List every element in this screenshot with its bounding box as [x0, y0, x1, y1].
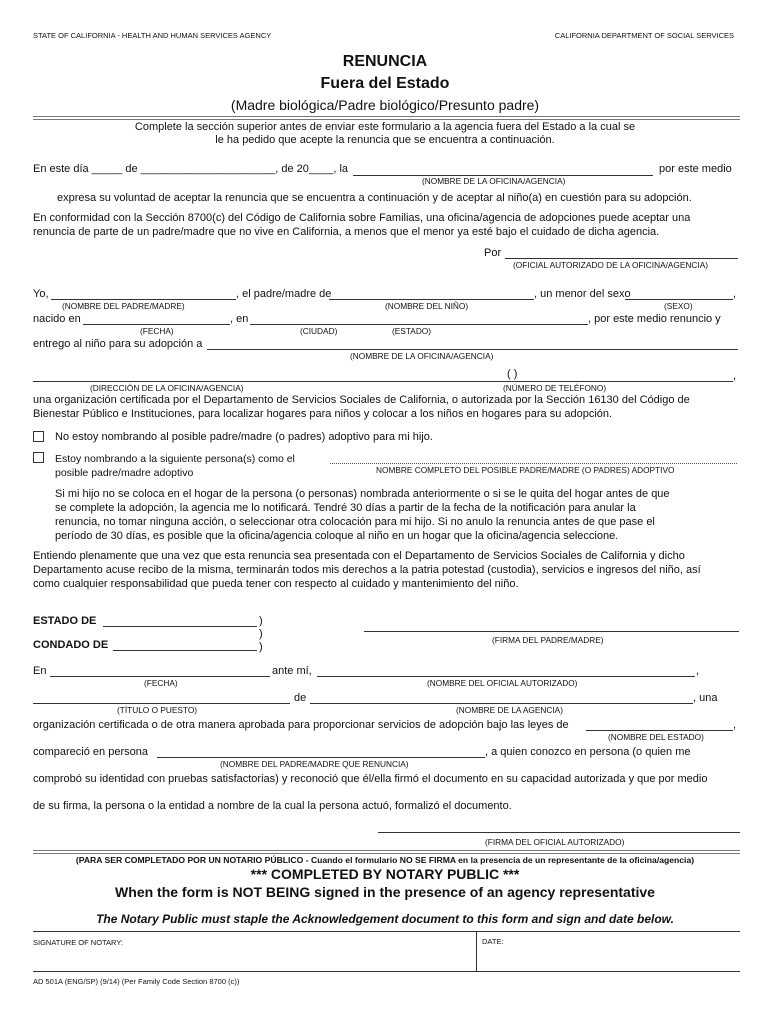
birth-date-caption: (FECHA) [140, 326, 174, 336]
officer-signature-caption: (FIRMA DEL OFICIAL AUTORIZADO) [485, 837, 625, 847]
prospective-parent-caption: NOMBRE COMPLETO DEL POSIBLE PADRE/MADRE (O PADRES) ADOPTIVO [376, 465, 675, 475]
officer-signature-field[interactable] [378, 832, 740, 833]
notary-signature-field[interactable] [33, 936, 473, 970]
comprobo-text: comprobó su identidad con pruebas satisfactorias) y reconoció que él/ella firmó el documento en su capacidad autorizada y que por medio [33, 773, 708, 785]
notary-instruction: (PARA SER COMPLETADO POR UN NOTARIO PÚBLICO - Cuando el formulario NO SE FIRMA en la presencia de un representante de la oficina/agencia) [75, 855, 695, 865]
notary-date-field[interactable] [480, 936, 738, 970]
understanding-line-1: Entiendo plenamente que una vez que esta renuncia sea presentada con el Departamento de Servicios Sociales de California y dicho [33, 550, 685, 562]
city-caption: (CIUDAD) [300, 326, 338, 336]
notice-line-2: se complete la adopción, la agencia me lo notificará. Tendré 30 días a partir de la fecha de la notificación para anular la [55, 502, 636, 514]
notary-divider [33, 850, 740, 854]
notice-line-4: período de 30 días, es posible que la oficina/agencia coloque al niño en un hogar que la oficina/agencia seleccione. [55, 530, 619, 542]
conozco-text: , a quien conozco en persona (o quien me [485, 746, 691, 758]
naming-adoptive-parent-checkbox[interactable] [33, 452, 44, 463]
title-position-field[interactable] [33, 703, 290, 704]
relinquishing-parent-caption: (NOMBRE DEL PADRE/MADRE QUE RENUNCIA) [220, 759, 409, 769]
bracket-1: ) [259, 615, 263, 627]
no-adoptive-parent-label: No estoy nombrando al posible padre/madre (o padres) adoptivo para mi hijo. [55, 431, 433, 443]
no-adoptive-parent-checkbox[interactable] [33, 431, 44, 442]
en-acknowledgment-label: En [33, 665, 47, 677]
agency-header-left: STATE OF CALIFORNIA - HEALTH AND HUMAN SERVICES AGENCY [33, 31, 272, 40]
notary-box-bottom [33, 971, 740, 972]
conformidad-line-1: En conformidad con la Sección 8700(c) del Código de California sobre Familias, una oficina/agencia de adopciones puede aceptar una [33, 212, 691, 224]
comma-1: , [733, 288, 737, 300]
renuncio-text: , por este medio renuncio y [588, 313, 721, 325]
notary-date-label: DATE: [482, 937, 504, 946]
not-in-presence-heading: When the form is NOT BEING signed in the presence of an agency representative [115, 884, 655, 900]
notary-box-divider [476, 931, 477, 971]
form-title: RENUNCIA [342, 53, 428, 70]
instructions-line-1: Complete la sección superior antes de enviar este formulario a la agencia fuera del Estado a la cual se [134, 121, 636, 133]
adoption-agency-caption: (NOMBRE DE LA OFICINA/AGENCIA) [350, 351, 494, 361]
state-field[interactable] [103, 626, 257, 627]
form-parenthetical: (Madre biológica/Padre biológico/Presunto padre) [230, 97, 540, 113]
child-name-field[interactable] [329, 299, 534, 300]
naming-adoptive-parent-label-1: Estoy nombrando a la siguiente persona(s) como el [55, 453, 295, 465]
por-label: Por [484, 247, 502, 259]
comma-3: , [696, 665, 700, 677]
notary-box-top [33, 931, 740, 932]
org-line-1: una organización certificada por el Departamento de Servicios Sociales de California, o autorizada por la Sección 16130 del Código de [33, 394, 690, 406]
una-label: , una [693, 692, 718, 704]
parent-name-caption: (NOMBRE DEL PADRE/MADRE) [62, 301, 185, 311]
parent-name-field[interactable] [51, 299, 236, 300]
padre-madre-de-text: , el padre/madre de [236, 288, 332, 300]
conformidad-line-2: renuncia de parte de un padre/madre que no vive en California, a menos que el menor ya esté bajo el cuidado de dicha agencia. [33, 226, 660, 238]
authorized-officer-caption: (NOMBRE DEL OFICIAL AUTORIZADO) [427, 678, 578, 688]
menor-sexo-text: , un menor del sexo [534, 288, 631, 300]
org-line-2: Bienestar Público e Instituciones, para localizar hogares para niños y colocar a los niños en hogares para su adopción. [33, 408, 613, 420]
parent-signature-caption: (FIRMA DEL PADRE/MADRE) [492, 635, 604, 645]
notary-signature-label: SIGNATURE OF NOTARY: [33, 938, 124, 947]
agency-address-phone-field[interactable] [33, 381, 733, 382]
relinquishing-parent-field[interactable] [157, 757, 485, 758]
completed-by-notary: *** COMPLETED BY NOTARY PUBLIC *** [250, 866, 520, 882]
comparecio-text: compareció en persona [33, 746, 148, 758]
child-name-caption: (NOMBRE DEL NIÑO) [385, 301, 469, 311]
understanding-line-3: como cualquier responsabilidad que pueda tener con respecto al cuidado y mantenimiento del niño. [33, 578, 519, 590]
org-certified-text: organización certificada o de otra manera aprobada para proporcionar servicios de adopción bajo las leyes de [33, 719, 569, 731]
sex-caption: (SEXO) [664, 301, 693, 311]
comma-4: , [733, 719, 737, 731]
phone-caption: (NÚMERO DE TELÉFONO) [503, 383, 607, 393]
agency-name-caption: (NOMBRE DE LA OFICINA/AGENCIA) [422, 176, 566, 186]
agency-name-ack-field[interactable] [310, 703, 693, 704]
authorized-official-caption: (OFICIAL AUTORIZADO DE LA OFICINA/AGENCIA) [513, 260, 709, 270]
phone-area-code: ( ) [507, 368, 518, 380]
state-name-caption: (NOMBRE DEL ESTADO) [608, 732, 704, 742]
expresa-text: expresa su voluntad de aceptar la renuncia que se encuentra a continuación y de aceptar al niño(a) en cuestión para su adopción. [57, 192, 692, 204]
en-este-dia-text: En este día _____ de ______________________, de 20____, la [33, 163, 349, 175]
state-caption: (ESTADO) [392, 326, 432, 336]
understanding-line-2: Departamento acuse recibo de la misma, terminarán todos mis derechos a la patria potestad (custodia), servicios e ingresos del niño, así [33, 564, 701, 576]
bracket-2: ) [259, 628, 263, 640]
yo-label: Yo, [33, 288, 49, 300]
comma-2: , [733, 370, 737, 382]
naming-adoptive-parent-label-2: posible padre/madre adoptivo [55, 467, 194, 479]
agency-address-caption: (DIRECCIÓN DE LA OFICINA/AGENCIA) [90, 383, 244, 393]
agency-header-right: CALIFORNIA DEPARTMENT OF SOCIAL SERVICES [554, 31, 734, 40]
bracket-3: ) [259, 641, 263, 653]
por-este-medio-text: por este medio [659, 163, 732, 175]
form-id-footer: AD 501A (ENG/SP) (9/14) (Per Family Code Section 8700 (c)) [33, 977, 240, 986]
de-su-firma-text: de su firma, la persona o la entidad a nombre de la cual la persona actuó, formalizó el documento. [33, 800, 512, 812]
en-label: , en [230, 313, 249, 325]
form-subtitle: Fuera del Estado [320, 75, 450, 92]
entrego-text: entrego al niño para su adopción a [33, 338, 203, 350]
acknowledgment-date-caption: (FECHA) [144, 678, 178, 688]
parent-signature-field[interactable] [364, 631, 739, 632]
sex-field[interactable] [625, 299, 733, 300]
acknowledgment-date-field[interactable] [50, 676, 270, 677]
estado-de-label: ESTADO DE [33, 615, 97, 627]
adoption-agency-field[interactable] [207, 349, 738, 350]
agency-name-ack-caption: (NOMBRE DE LA AGENCIA) [456, 705, 563, 715]
notice-line-3: renuncia, no tomar ninguna acción, o seleccionar otra colocación para mi hijo. Si no anulo la renuncia antes de que pase el [55, 516, 655, 528]
nacido-en-label: nacido en [33, 313, 81, 325]
title-divider [33, 116, 740, 120]
prospective-parent-field[interactable] [330, 463, 737, 464]
condado-de-label: CONDADO DE [33, 639, 109, 651]
county-field[interactable] [113, 650, 257, 651]
notice-line-1: Si mi hijo no se coloca en el hogar de la persona (o personas) nombrada anteriormente o si se le quita del hogar antes de que [55, 488, 670, 500]
ante-mi-label: ante mí, [272, 665, 312, 677]
state-name-field[interactable] [586, 730, 733, 731]
title-position-caption: (TÍTULO O PUESTO) [117, 705, 198, 715]
authorized-officer-name-field[interactable] [317, 676, 695, 677]
instructions-line-2: le ha pedido que acepte la renuncia que se encuentra a continuación. [215, 134, 555, 146]
de-label: de [294, 692, 307, 704]
birth-date-field[interactable] [83, 324, 230, 325]
authorized-official-field[interactable] [505, 258, 738, 259]
notary-staple-note: The Notary Public must staple the Acknowledgement document to this form and sign and date below. [96, 912, 674, 926]
birth-city-state-field[interactable] [250, 324, 588, 325]
